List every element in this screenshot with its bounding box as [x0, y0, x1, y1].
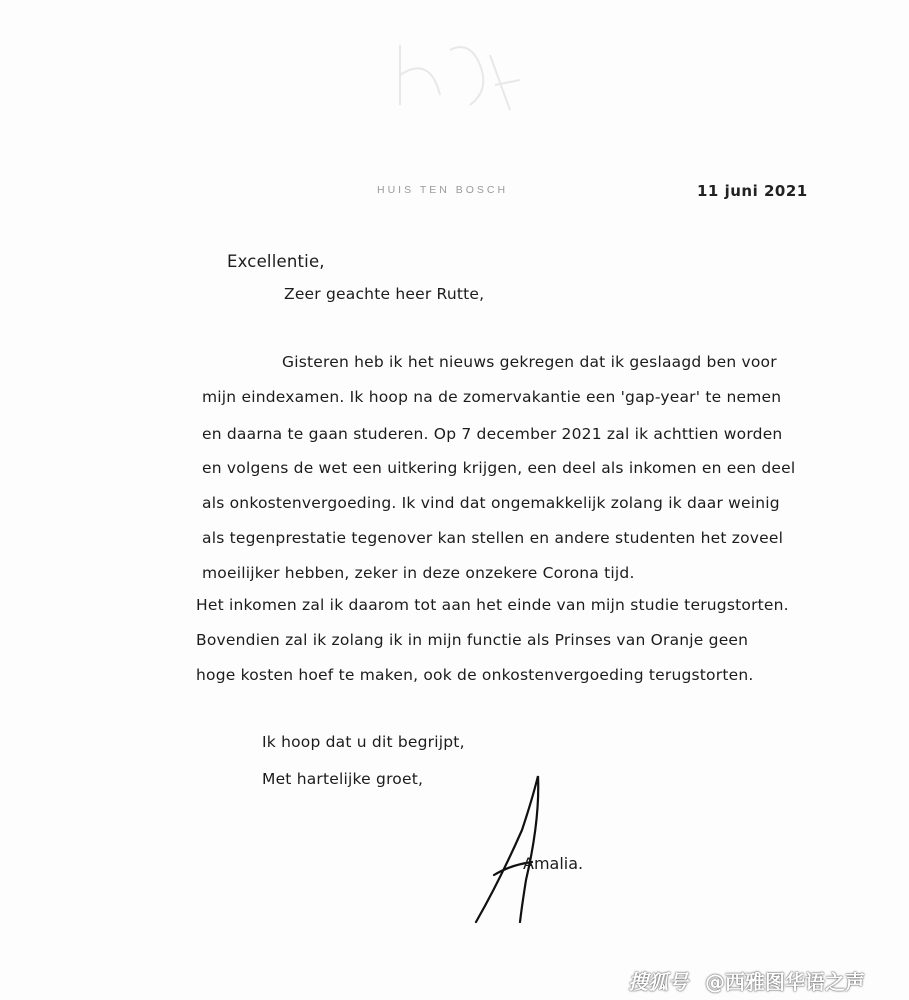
- closing-line-1: Ik hoop dat u dit begrijpt,: [262, 733, 465, 751]
- letter-date: 11 juni 2021: [697, 182, 808, 200]
- signature-name: Amalia.: [523, 854, 584, 873]
- body-line-6: als tegenprestatie tegenover kan stellen en andere studenten het zoveel: [202, 529, 784, 547]
- body-line-10: hoge kosten hoef te maken, ook de onkostenvergoeding terugstorten.: [196, 666, 754, 684]
- body-line-3: en daarna te gaan studeren. Op 7 december 2021 zal ik achttien worden: [202, 425, 783, 443]
- embossed-crest-mark: [380, 35, 530, 125]
- body-line-1: Gisteren heb ik het nieuws gekregen dat ik geslaagd ben voor: [282, 353, 777, 371]
- body-line-2: mijn eindexamen. Ik hoop na de zomervakantie een 'gap-year' te nemen: [202, 388, 782, 406]
- body-line-9: Bovendien zal ik zolang ik in mijn functie als Prinses van Oranje geen: [196, 631, 749, 649]
- watermark-account: @西雅图华语之声: [704, 970, 865, 994]
- signature-stroke: [470, 770, 590, 930]
- body-line-4: en volgens de wet een uitkering krijgen, een deel als inkomen en een deel: [202, 459, 796, 477]
- body-line-7: moeilijker hebben, zeker in deze onzekere Corona tijd.: [202, 564, 635, 582]
- body-line-8: Het inkomen zal ik daarom tot aan het einde van mijn studie terugstorten.: [196, 596, 789, 614]
- body-line-5: als onkostenvergoeding. Ik vind dat ongemakkelijk zolang ik daar weinig: [202, 494, 780, 512]
- salutation: Excellentie,: [227, 252, 325, 271]
- watermark: [628, 966, 865, 995]
- greeting: Zeer geachte heer Rutte,: [284, 285, 485, 303]
- closing-line-2: Met hartelijke groet,: [262, 770, 424, 788]
- letterhead: HUIS TEN BOSCH: [377, 184, 509, 196]
- watermark-brand: 搜狐号: [628, 970, 688, 994]
